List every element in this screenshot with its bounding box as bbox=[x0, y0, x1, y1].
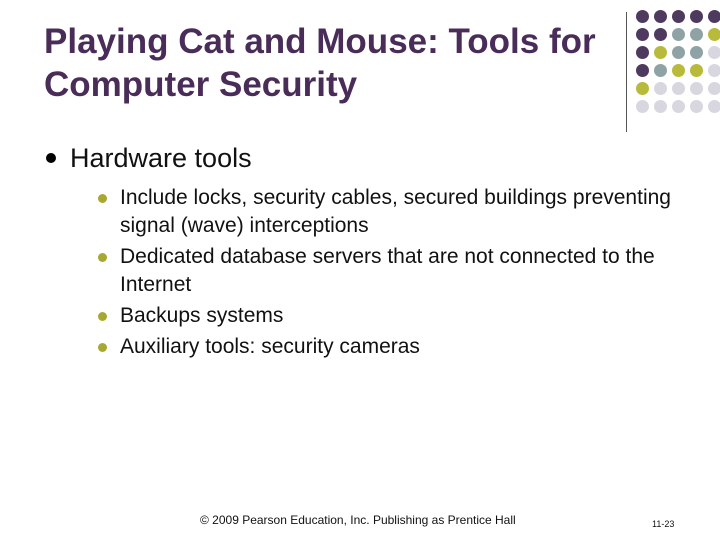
sub-bullet-text: Dedicated database servers that are not connected to the Internet bbox=[120, 245, 655, 296]
decorative-dot bbox=[636, 100, 649, 113]
decorative-dot bbox=[672, 64, 685, 77]
bullet-dot-icon bbox=[98, 253, 107, 262]
sub-bullet-text: Backups systems bbox=[120, 304, 284, 327]
sub-bullet-text: Auxiliary tools: security cameras bbox=[120, 335, 420, 358]
decorative-dot bbox=[654, 100, 667, 113]
decorative-dot bbox=[636, 82, 649, 95]
bullet-level1-text: Hardware tools bbox=[70, 143, 252, 173]
decorative-dot bbox=[654, 82, 667, 95]
decorative-dot bbox=[672, 46, 685, 59]
bullet-dot-icon bbox=[46, 153, 56, 163]
bullet-level1 bbox=[44, 140, 684, 176]
decorative-dot bbox=[708, 10, 720, 23]
decorative-dot bbox=[672, 82, 685, 95]
decorative-dot bbox=[672, 28, 685, 41]
slide-content bbox=[44, 140, 684, 361]
decorative-dot bbox=[690, 28, 703, 41]
decorative-dot bbox=[654, 46, 667, 59]
bullet-dot-icon bbox=[98, 194, 107, 203]
sub-bullet-text: Include locks, security cables, secured buildings preventing signal (wave) interceptions bbox=[120, 186, 671, 237]
sub-bullet-item bbox=[44, 184, 684, 240]
decorative-dot bbox=[708, 46, 720, 59]
decorative-dot bbox=[654, 28, 667, 41]
decorative-dot bbox=[690, 100, 703, 113]
decorative-dot bbox=[636, 46, 649, 59]
decorative-dot bbox=[708, 64, 720, 77]
decorative-dot bbox=[690, 46, 703, 59]
bullet-dot-icon bbox=[98, 343, 107, 352]
decorative-dot bbox=[636, 28, 649, 41]
decorative-dot bbox=[690, 82, 703, 95]
decorative-dot bbox=[636, 64, 649, 77]
sub-bullet-list bbox=[44, 184, 684, 361]
slide-number: 11-23 bbox=[652, 519, 675, 529]
decorative-dot bbox=[708, 28, 720, 41]
slide-title: Playing Cat and Mouse: Tools for Computer Security bbox=[44, 22, 596, 104]
decorative-dot bbox=[672, 10, 685, 23]
sub-bullet-item bbox=[44, 243, 684, 299]
decorative-dot bbox=[708, 100, 720, 113]
title-divider-line bbox=[626, 12, 627, 132]
decorative-dot bbox=[708, 82, 720, 95]
sub-bullet-item bbox=[44, 302, 684, 330]
decorative-dot bbox=[672, 100, 685, 113]
footer-copyright: © 2009 Pearson Education, Inc. Publishing as Prentice Hall bbox=[200, 513, 516, 527]
decorative-dot bbox=[636, 10, 649, 23]
decorative-dot bbox=[654, 64, 667, 77]
decorative-dot bbox=[654, 10, 667, 23]
decorative-dot bbox=[690, 10, 703, 23]
sub-bullet-item bbox=[44, 333, 684, 361]
bullet-dot-icon bbox=[98, 312, 107, 321]
decorative-dot bbox=[690, 64, 703, 77]
